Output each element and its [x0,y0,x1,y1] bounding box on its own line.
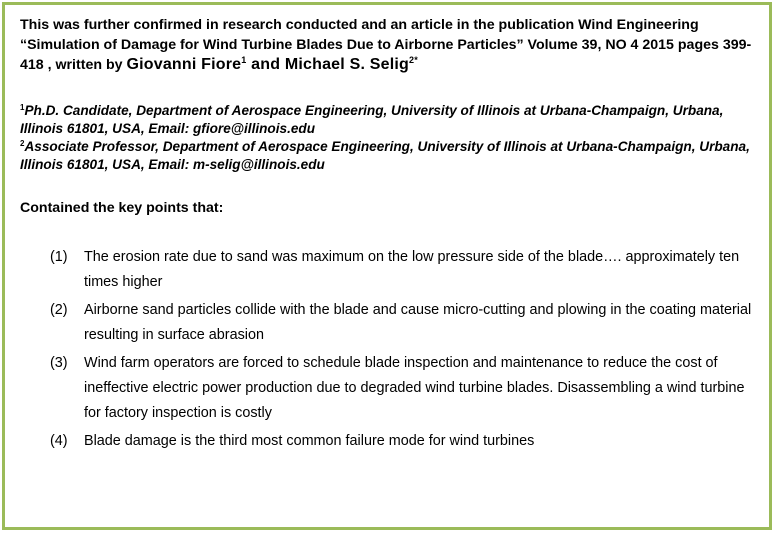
intro-paragraph [20,15,765,75]
author-1-sup: 1 [241,55,247,65]
list-item: (2) Airborne sand particles collide with the blade and cause micro-cutting and plowing in the coating material resulting in surface abrasion [50,302,752,343]
affiliation-1: $^1$Ph.D. Candidate, Department of Aerospace Engineering, University of Illinois at Urbana-Champaign, Urbana, Illinois 61801, USA, Email: gfiore@illinois.edu [20,103,724,136]
text-box-frame [2,2,772,530]
intro-text: This was further confirmed in research conducted and an article in the publication Wind Engineering “Simulation of Damage for Wind Turbine Blades Due to Airborne Particles” Volume 39, NO 4 2015 pages 399-418 , written by [20,17,752,73]
list-item: (4) Blade damage is the third most common failure mode for wind turbines [50,433,535,449]
list-item: (1) The erosion rate due to sand was maximum on the low pressure side of the blade…. approximately ten times higher [50,249,740,290]
affiliation-2: $^2$Associate Professor, Department of Aerospace Engineering, University of Illinois at Urbana-Champaign, Urbana, Illinois 61801, USA, Email: m-selig@illinois.edu [20,139,750,172]
affiliations [20,102,765,174]
author-2: Michael S. Selig$^{2*}$ [284,55,418,73]
author-2-sup: 2* [408,55,418,65]
key-points-list [50,245,765,457]
key-points-heading: Contained the key points that: [20,200,224,216]
author-1: Giovanni Fiore$^1$ [126,55,247,73]
author-and: and [246,56,285,73]
list-item: (3) Wind farm operators are forced to schedule blade inspection and maintenance to reduce the cost of ineffective electric power production due to degraded wind turbine blades. Disassembling a wind turbine for factory inspection is costly [50,355,745,421]
